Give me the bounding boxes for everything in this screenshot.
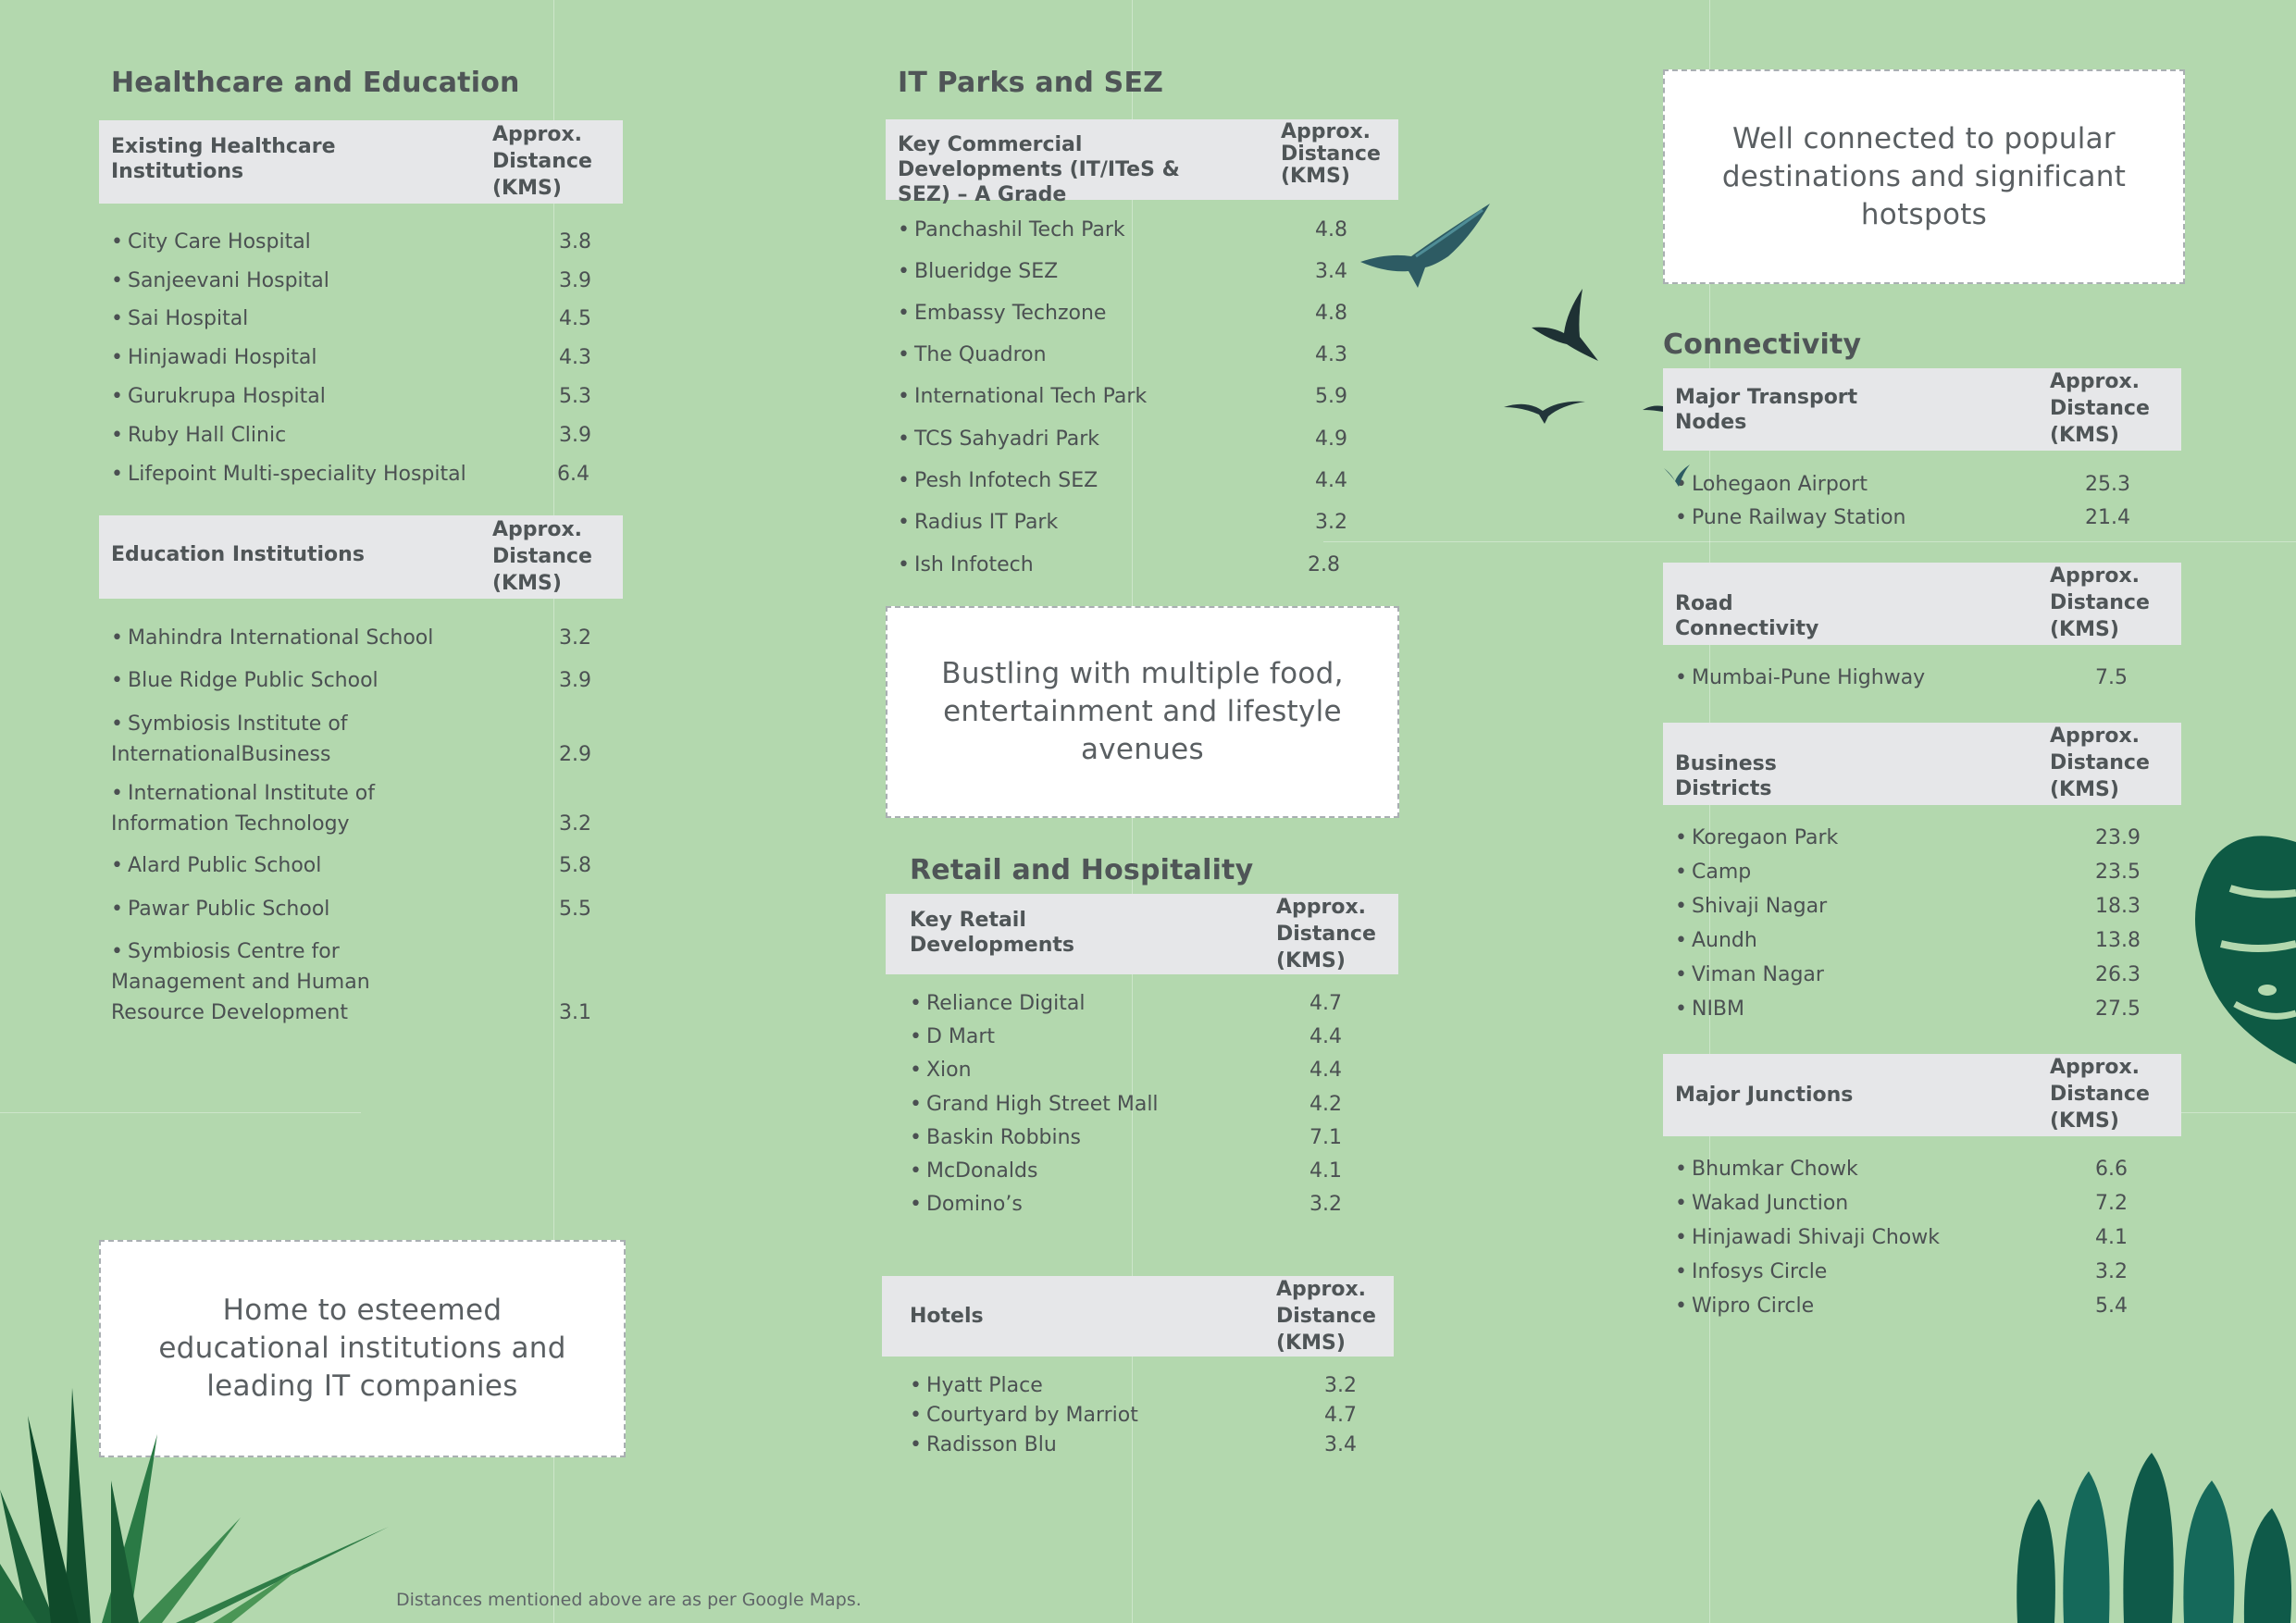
bird-icon [1532, 289, 1601, 361]
header-distance: Approx. Distance (KMS) [2050, 564, 2150, 641]
header-label: Education Institutions [111, 543, 365, 566]
tree-cluster-icon [2013, 1453, 2296, 1623]
connectivity-title: Connectivity [1663, 328, 1862, 361]
header-label: Existing Healthcare Institutions [111, 135, 336, 183]
bird-icon [1664, 465, 1692, 487]
header-distance: Approx. Distance (KMS) [1276, 896, 1376, 973]
header-distance: Approx. Distance (KMS) [1281, 120, 1381, 188]
callout-food [886, 606, 1399, 818]
header-distance: Approx. Distance (KMS) [2050, 1056, 2150, 1133]
header-distance: Approx. Distance (KMS) [2050, 370, 2150, 447]
bird-icon [1504, 396, 1587, 424]
business-table-header [1663, 723, 2181, 805]
healthcare-education-title: Healthcare and Education [111, 67, 520, 99]
header-label: Business Districts [1675, 752, 1777, 800]
monstera-leaf-icon [2184, 824, 2296, 1064]
retail-table-header [886, 894, 1398, 974]
it-parks-table-header [886, 119, 1398, 206]
hotels-table-header [882, 1276, 1394, 1357]
fold-line [0, 1112, 361, 1113]
header-distance: Approx. Distance (KMS) [492, 518, 592, 595]
header-label: Key Retail Developments [910, 909, 1074, 957]
header-label: Hotels [910, 1305, 984, 1328]
bird-icon [1643, 403, 1663, 417]
header-label: Major Transport Nodes [1675, 386, 1858, 434]
header-distance: Approx. Distance (KMS) [1276, 1278, 1376, 1355]
header-distance: Approx. Distance (KMS) [2050, 725, 2150, 801]
road-table-header [1663, 563, 2181, 645]
bird-icon [1360, 199, 1495, 291]
junctions-table-header [1663, 1054, 2181, 1136]
callout-text: Well connected to popular destinations and significant hotspots [1721, 121, 2127, 231]
header-label: Road Connectivity [1675, 592, 1819, 640]
transport-table-header [1663, 368, 2181, 451]
it-parks-title: IT Parks and SEZ [898, 67, 1164, 99]
retail-hospitality-title: Retail and Hospitality [910, 854, 1254, 886]
healthcare-table-header [99, 120, 623, 204]
fold-line [1323, 541, 2296, 542]
agave-plant-icon [0, 1379, 407, 1623]
header-label: Key Commercial Developments (IT/ITeS & SEZ) – A Grade [898, 133, 1180, 206]
callout-text: Home to esteemed educational institutions and leading IT companies [158, 1294, 566, 1403]
header-distance: Approx. Distance (KMS) [492, 123, 592, 200]
footnote: Distances mentioned above are as per Google Maps. [396, 1590, 862, 1610]
callout-text: Bustling with multiple food, entertainment and lifestyle avenues [941, 657, 1344, 766]
callout-connected [1663, 69, 2185, 284]
education-table-header [99, 515, 623, 599]
header-label: Major Junctions [1675, 1084, 1854, 1107]
